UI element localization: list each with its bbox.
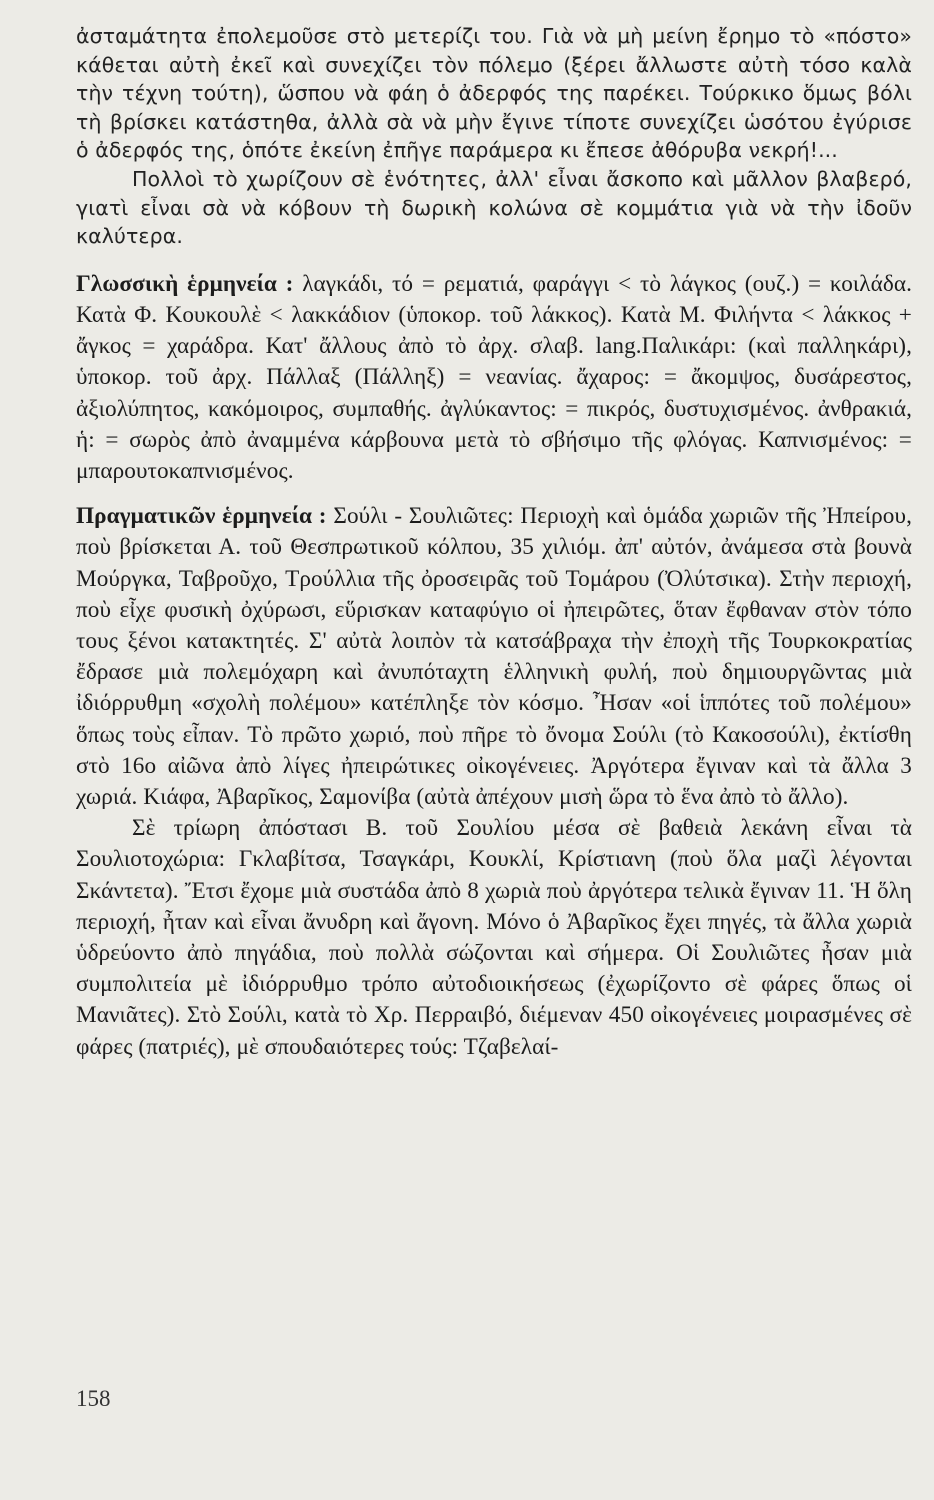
pragmatikon-heading: Πραγματικῶν ἑρμηνεία :: [76, 503, 327, 530]
spacer: [76, 487, 912, 501]
paragraph-commentary: Πολλοὶ τὸ χωρίζουν σὲ ἑνότητες, ἀλλ' εἶναι ἄσκοπο καὶ μᾶλλον βλαβερό, γιατὶ εἶναι σὰ νὰ κόβουν τὴ δωρικὴ κολώνα σὲ κομμάτια γιὰ νὰ τὴν ἰδοῦν καλύτερα.: [76, 166, 912, 249]
notes-block: [76, 501, 912, 1063]
paragraph-continued: ἀσταμάτητα ἐπολεμοῦσε στὸ μετερίζι του. Γιὰ νὰ μὴ μείνη ἔρημο τὸ «πόστο» κάθεται αὐτὴ ἐκεῖ καὶ συνεχίζει τὸν πόλεμο (ξέρει ἄλλωστε αὐτὴ τόσο καλὰ τὴν τέχνη τούτη), ὥσπου νὰ φάη ὁ ἀδερφός της παρέκει. Τούρκικο ὅμως βόλι τὴ βρίσκει κατάστηθα, ἀλλὰ σὰ νὰ μὴν ἔγινε τίποτε συνεχίζει ὡσότου ἐγύρισε ὁ ἀδερφός της, ὁπότε ἐκείνη ἐπῆγε παράμερα κι ἔπεσε ἀθόρυβα νεκρή!...: [76, 24, 912, 163]
pragmatikon-text: Σούλι - Σουλιῶτες: Περιοχὴ καὶ ὁμάδα χωριῶν τῆς Ἠπείρου, ποὺ βρίσκεται Α. τοῦ Θεσπρωτικοῦ κόλπου, 35 χιλιόμ. ἀπ' αὐτόν, ἀνάμεσα στὰ βουνὰ Μούργκα, Ταβροῦχο, Τρούλλια τῆς ὀροσειρᾶς τοῦ Τομάρου (Ὀλύτσικα). Στὴν περιοχή, ποὺ εἶχε φυσικὴ ὀχύρωσι, εὕρισκαν καταφύγιο οἱ ἠπειρῶτες, ὅταν ἔφθαναν στὸν τόπο τους ξένοι κατακτητές. Σ' αὐτὰ λοιπὸν τὰ κατσάβραχα τὴν ἐποχὴ τῆς Τουρκοκρατίας ἔδρασε μιὰ πολεμόχαρη καὶ ἀνυπόταχτη ἑλληνικὴ φυλή, ποὺ δημιουργῶντας μιὰ ἰδιόρρυθμη «σχολὴ πολέμου» κατέπληξε τὸν κόσμο. Ἦσαν «οἱ ἱππότες τοῦ πολέμου» ὅπως τοὺς εἶπαν. Τὸ πρῶτο χωριό, ποὺ πῆρε τὸ ὄνομα Σούλι (τὸ Κακοσούλι), ἐκτίσθη στὸ 16ο αἰῶνα ἀπὸ λίγες ἠπειρώτικες οἰκογένειες. Ἀργότερα ἔγιναν καὶ τὰ ἄλλα 3 χωριά. Κιάφα, Ἀβαρῖκος, Σαμονίβα (αὐτὰ ἀπέχουν μισὴ ὥρα τὸ ἕνα ἀπὸ τὸ ἄλλο).: [76, 503, 912, 810]
paragraph-souliotochoria: Σὲ τρίωρη ἀπόστασι Β. τοῦ Σουλίου μέσα σὲ βαθειὰ λεκάνη εἶναι τὰ Σουλιοτοχώρια: Γκλαβίτσα, Τσαγκάρι, Κουκλί, Κρίστιανη (ποὺ ὅλα μαζὶ λέγονται Σκάντετα). Ἔτσι ἔχομε μιὰ συστάδα ἀπὸ 8 χωριὰ ποὺ ἀργότερα τελικὰ ἔγιναν 11. Ἡ ὅλη περιοχή, ἦταν καὶ εἶναι ἄνυδρη καὶ ἄγονη. Μόνο ὁ Ἀβαρῖκος ἔχει πηγές, τὰ ἄλλα χωριὰ ὑδρεύοντο ἀπὸ πηγάδια, ποὺ πολλὰ σώζονται καὶ σήμερα. Οἱ Σουλιῶτες ἦσαν μιὰ συμπολιτεία μὲ ἰδιόρρυθμο τρόπο αὐτοδιοικήσεως (ἐχωρίζοντο σὲ φάρες ὅπως οἱ Μανιᾶτες). Στὸ Σούλι, κατὰ τὸ Χρ. Περραιβό, διέμεναν 450 οἰκογένειες μοιρασμένες σὲ φάρες (πατριές), μὲ σπουδαιότερες τούς: Τζαβελαί-: [76, 815, 912, 1060]
glossiki-text: λαγκάδι, τό = ρεματιά, φαράγγι < τὸ λάγκος (ουζ.) = κοιλάδα. Κατὰ Φ. Κουκουλὲ < λακκάδιον (ὑποκορ. τοῦ λάκκος). Κατὰ Μ. Φιλήντα < λάκκος + ἄγκος = χαράδρα. Κατ' ἄλλους ἀπὸ τὸ ἀρχ. σλαβ. lang.Παλικάρι: (καὶ παλληκάρι), ὑποκορ. τοῦ ἀρχ. Πάλλαξ (Πάλληξ) = νεανίας. ἄχαρος: = ἄκομψος, δυσάρεστος, ἀξιολύπητος, κακόμοιρος, συμπαθής. ἀγλύκαντος: = πικρός, δυστυχισμένος. ἀνθρακιά, ἡ: = σωρὸς ἀπὸ ἀναμμένα κάρβουνα μετὰ τὸ σβήσιμο τῆς φλόγας. Καπνισμένος: = μπαρουτοκαπνισμένος.: [76, 270, 912, 484]
glossiki-heading: Γλωσσικὴ ἑρμηνεία :: [76, 270, 294, 297]
narrative-block: [76, 22, 912, 251]
pragmatikon-paragraph: [76, 501, 912, 813]
spacer: [76, 251, 912, 269]
glossiki-paragraph: [76, 269, 912, 487]
glossary-block: [76, 269, 912, 487]
page-number: 158: [76, 1386, 111, 1411]
text-column: [76, 22, 912, 1063]
